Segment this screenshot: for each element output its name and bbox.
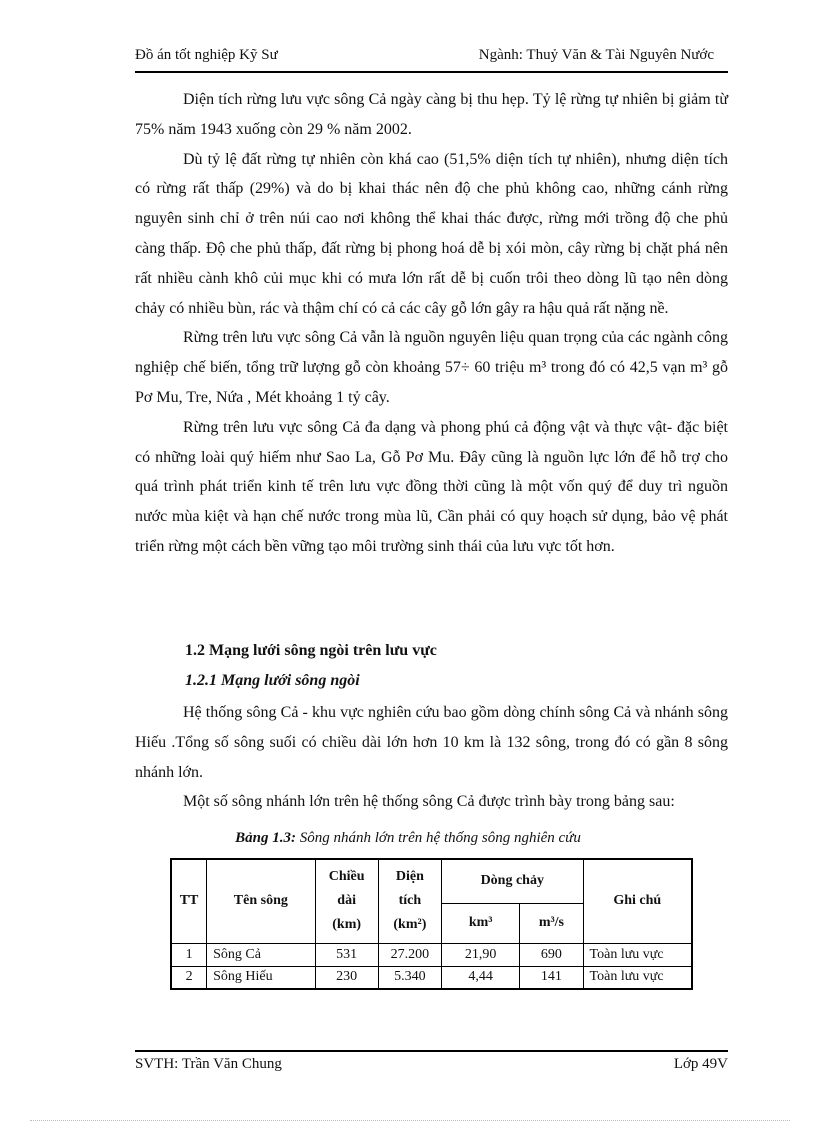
cell-length: 230: [315, 966, 378, 989]
cell-length: 531: [315, 943, 378, 966]
header-left: Đồ án tốt nghiệp Kỹ Sư: [135, 47, 278, 63]
body-text-2: [135, 698, 728, 817]
cell-m3s: 141: [520, 966, 583, 989]
page-edge-divider: [30, 1120, 790, 1121]
header-flow-km3: km³: [442, 903, 520, 943]
rivers-table: [170, 858, 693, 990]
footer-right: Lớp 49V: [673, 1056, 728, 1072]
cell-km3: 4,44: [442, 966, 520, 989]
paragraph: Dù tỷ lệ đất rừng tự nhiên còn khá cao (51,5% diện tích tự nhiên), nhưng diện tích có rừng rất thấp (29%) và do bị khai thác nên độ che phủ không cao, những cánh rừng nguyên sinh chỉ ở trên núi cao nơi không thể khai thác được, rừng mới trồng độ che phủ càng thấp. Độ che phủ thấp, đất rừng bị phong hoá dễ bị xói mòn, cây rừng bị chặt phá nên rất nhiều cành khô củi mục khi có mưa lớn rất dễ bị cuốn trôi theo dòng lũ tạo nên dòng chảy có nhiều bùn, rác và thậm chí có cả các cây gỗ lớn gây ra hậu quả rất nặng nề.: [135, 150, 728, 317]
table-caption: [0, 830, 816, 847]
page-header: [135, 47, 728, 73]
header-note: Ghi chú: [583, 859, 692, 943]
section-heading: 1.2 Mạng lưới sông ngòi trên lưu vực: [185, 642, 437, 659]
cell-area: 27.200: [378, 943, 441, 966]
cell-km3: 21,90: [442, 943, 520, 966]
paragraph: Rừng trên lưu vực sông Cả vẫn là nguồn nguyên liệu quan trọng của các ngành công nghiệp chế biến, tổng trữ lượng gỗ còn khoảng 57÷ 60 triệu m³ trong đó có 42,5 vạn m³ gỗ Pơ Mu, Tre, Nứa , Mét khoảng 1 tỷ cây.: [135, 329, 728, 406]
table-row: [171, 943, 692, 966]
paragraph: Rừng trên lưu vực sông Cả đa dạng và phong phú cả động vật và thực vật- đặc biệt có những loài quý hiếm như Sao La, Gỗ Pơ Mu. Đây cũng là nguồn lực lớn để hỗ trợ cho quá trình phát triển kinh tế trên lưu vực đồng thời cũng là một vốn quý để duy trì nguồn nước mùa kiệt và hạn chế nước trong mùa lũ, Cần phải có quy hoạch sử dụng, bảo vệ phát triển rừng một cách bền vững tạo môi trường sinh thái của lưu vực tốt hơn.: [135, 418, 728, 555]
footer-left: SVTH: Trần Văn Chung: [135, 1056, 282, 1072]
header-name: Tên sông: [207, 859, 315, 943]
caption-label: Bảng 1.3:: [235, 830, 296, 846]
caption-text: Sông nhánh lớn trên hệ thống sông nghiên cứu: [295, 830, 581, 846]
cell-note: Toàn lưu vực: [583, 966, 692, 989]
table-row: [171, 966, 692, 989]
page-footer: [135, 1050, 728, 1072]
paragraph: Diện tích rừng lưu vực sông Cả ngày càng bị thu hẹp. Tỷ lệ rừng tự nhiên bị giảm từ 75% năm 1943 xuống còn 29 % năm 2002.: [135, 91, 728, 138]
cell-name: Sông Hiếu: [207, 966, 315, 989]
header-tt: TT: [171, 859, 207, 943]
paragraph: Một số sông nhánh lớn trên hệ thống sông Cả được trình bày trong bảng sau:: [183, 793, 675, 811]
header-right: Ngành: Thuỷ Văn & Tài Nguyên Nước: [478, 47, 714, 63]
cell-area: 5.340: [378, 966, 441, 989]
header-length: Chiều dài (km): [315, 859, 378, 943]
body-text: [135, 85, 728, 562]
header-flow: Dòng chảy: [442, 859, 584, 903]
header-area: Diện tích (km²): [378, 859, 441, 943]
cell-m3s: 690: [520, 943, 583, 966]
cell-tt: 2: [171, 966, 207, 989]
cell-tt: 1: [171, 943, 207, 966]
paragraph: Hệ thống sông Cả - khu vực nghiên cứu bao gồm dòng chính sông Cả và nhánh sông Hiếu .Tổng số sông suối có chiều dài lớn hơn 10 km là 132 sông, trong đó có gần 8 sông nhánh lớn.: [135, 704, 728, 781]
subsection-heading: 1.2.1 Mạng lưới sông ngòi: [185, 672, 360, 689]
cell-note: Toàn lưu vực: [583, 943, 692, 966]
header-flow-m3s: m³/s: [520, 903, 583, 943]
cell-name: Sông Cả: [207, 943, 315, 966]
